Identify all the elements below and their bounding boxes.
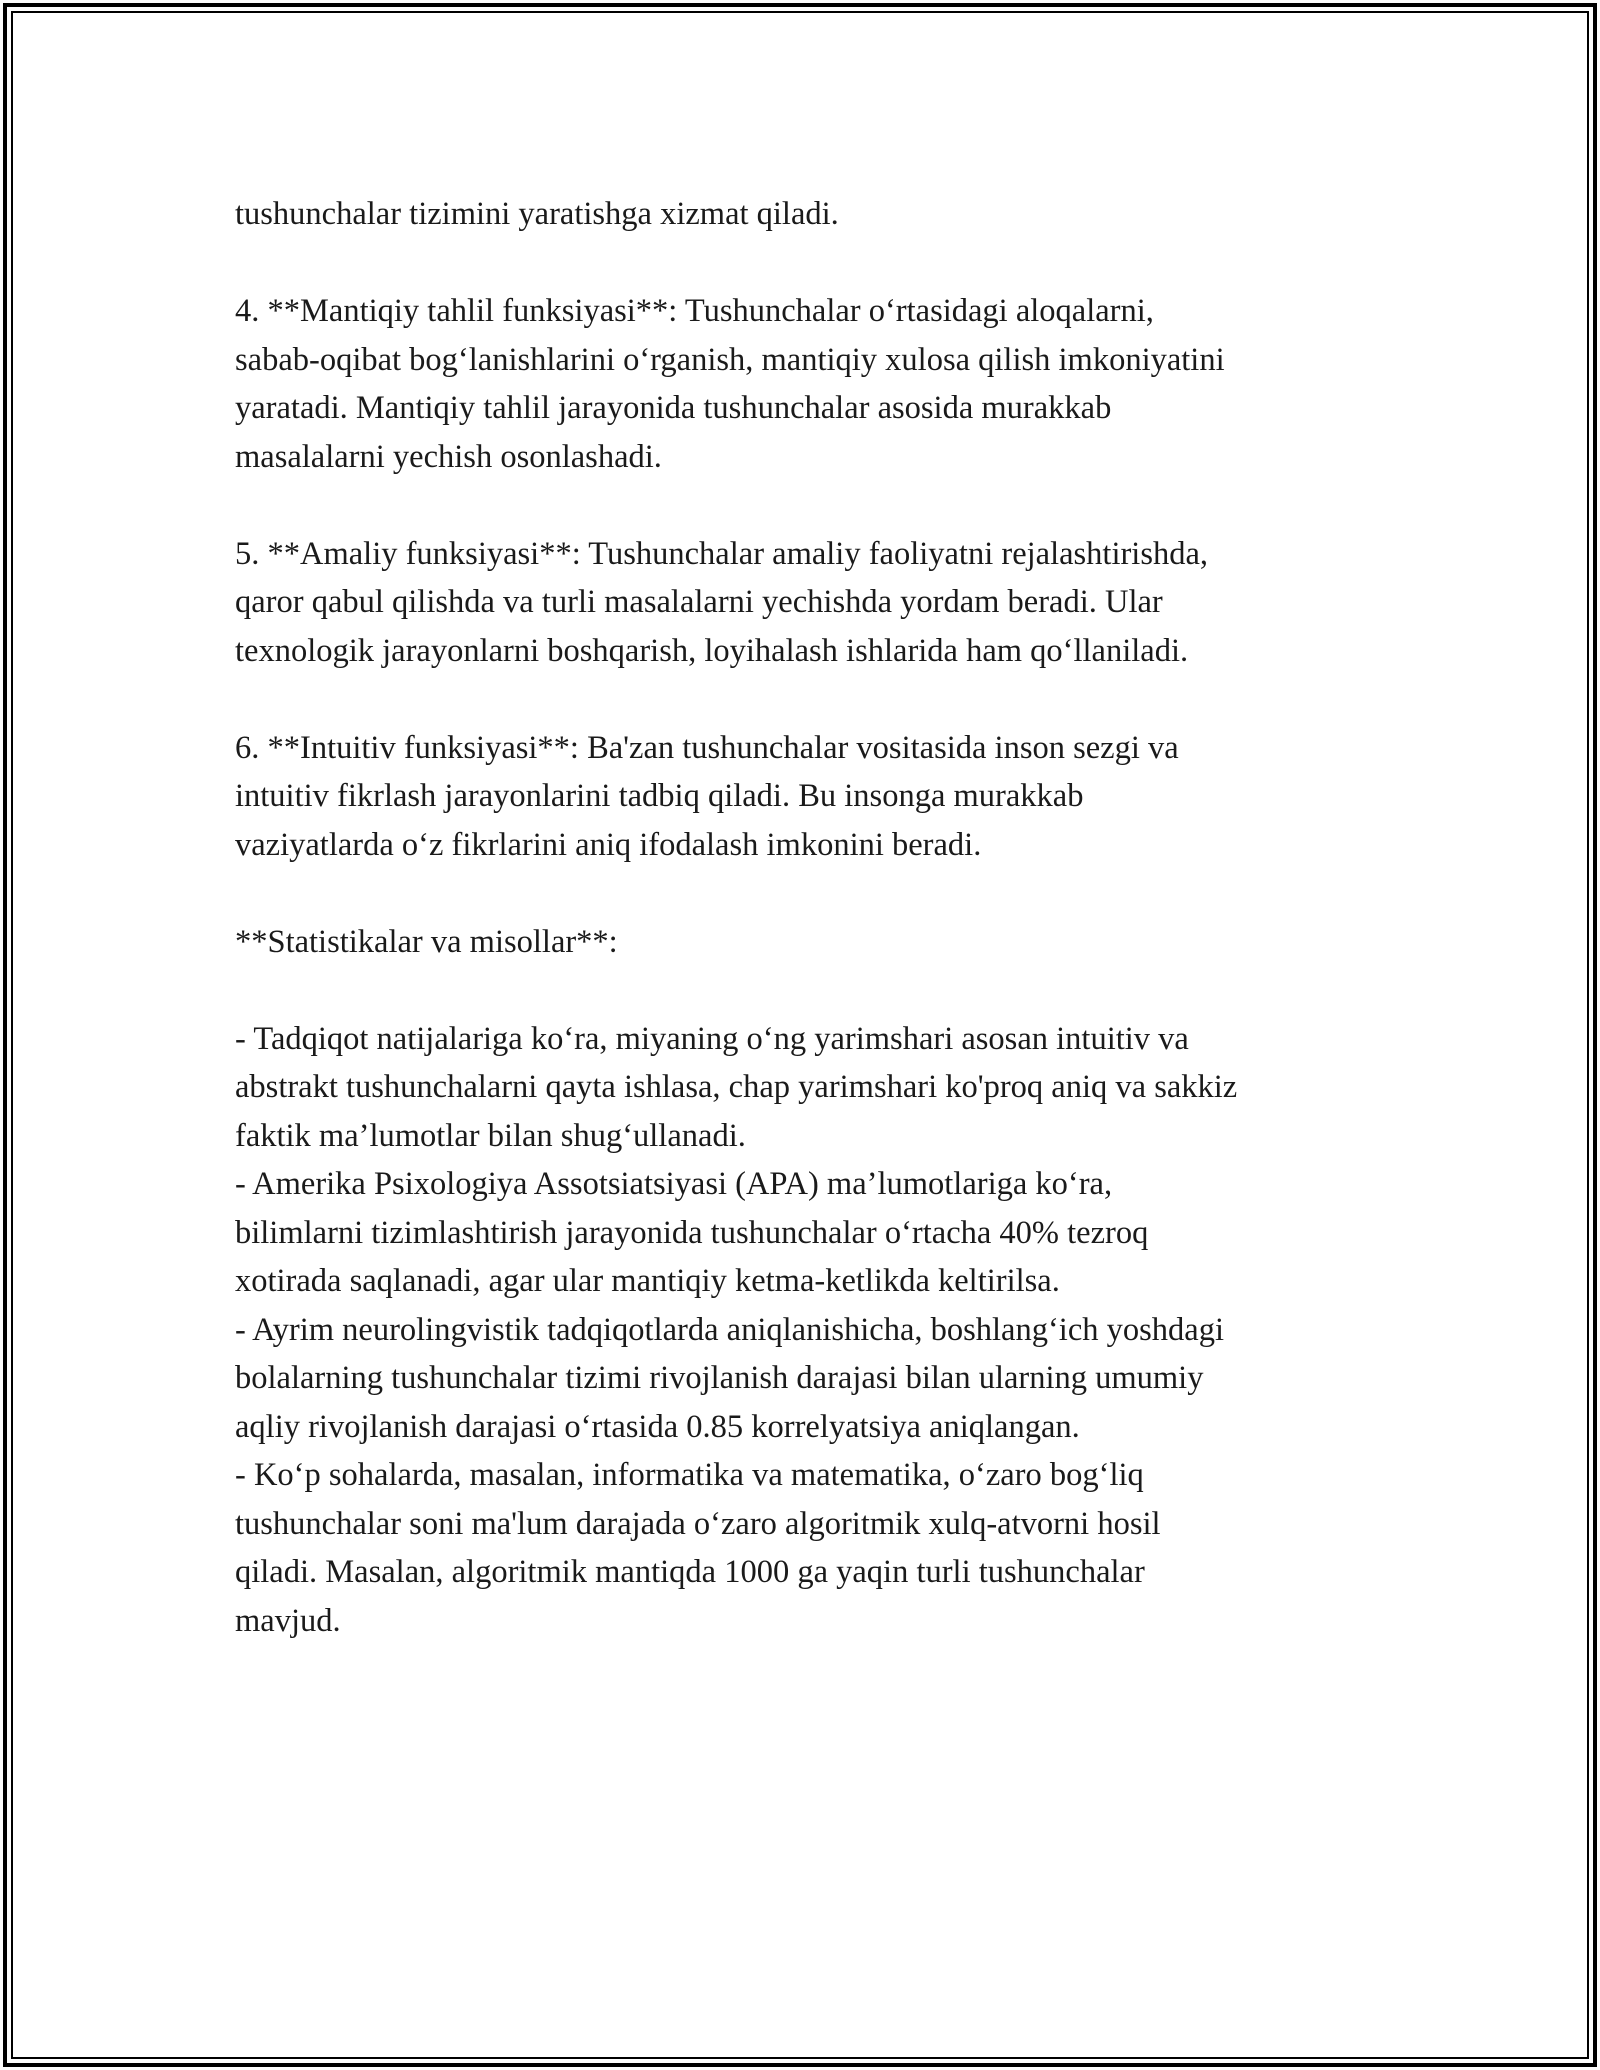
document-body bbox=[235, 190, 1375, 1645]
paragraph-practical-function: 5. **Amaliy funksiyasi**: Tushunchalar amaliy faoliyatni rejalashtirishda, qaror qabul qilishda va turli masalalarni yechishda yordam beradi. Ular texnologik jarayonlarni boshqarish, loyihalash ishlarida ham qo‘llaniladi. bbox=[235, 535, 1209, 669]
paragraph-intro-continuation: tushunchalar tizimini yaratishga xizmat qiladi. bbox=[235, 196, 839, 232]
section-heading-statistics: **Statistikalar va misollar**: bbox=[235, 923, 618, 960]
paragraph-gap bbox=[235, 239, 1375, 288]
paragraph-gap bbox=[235, 481, 1375, 530]
paragraph-intuitive-function: 6. **Intuitiv funksiyasi**: Ba'zan tushunchalar vositasida inson sezgi va intuitiv fikrlash jarayonlarini tadbiq qiladi. Bu insonga murakkab vaziyatlarda o‘z fikrlarini aniq ifodalash imkonini beradi. bbox=[235, 729, 1179, 863]
paragraph-gap bbox=[235, 675, 1375, 724]
paragraph-gap bbox=[235, 869, 1375, 918]
paragraph-logical-analysis: 4. **Mantiqiy tahlil funksiyasi**: Tushunchalar o‘rtasidagi aloqalarni, sabab-oqibat bog‘lanishlarini o‘rganish, mantiqiy xulosa qilish imkoniyatini yaratadi. Mantiqiy tahlil jarayonida tushunchalar asosida murakkab masalalarni yechish osonlashadi. bbox=[235, 293, 1225, 475]
paragraph-gap bbox=[235, 966, 1375, 1015]
statistics-list: - Tadqiqot natijalariga ko‘ra, miyaning o‘ng yarimshari asosan intuitiv va abstrakt tushunchalarni qayta ishlasa, chap yarimshari ko'proq aniq va sakkiz faktik ma’lumotlar bilan shug‘ullanadi. - Amerika Psixologiya Assotsiatsiyasi (APA) ma’lumotlariga ko‘ra, bilimlarni tizimlashtirish jarayonida tushunchalar o‘rtacha 40% tezroq xotirada saqlanadi, agar ular mantiqiy ketma-ketlikda keltirilsa. - Ayrim neurolingvistik tadqiqotlarda aniqlanishicha, boshlang‘ich yoshdagi bolalarning tushunchalar tizimi rivojlanish darajasi bilan ularning umumiy aqliy rivojlanish darajasi o‘rtasida 0.85 korrelyatsiya aniqlangan. - Ko‘p sohalarda, masalan, informatika va matematika, o‘zaro bog‘liq tushunchalar soni ma'lum darajada o‘zaro algoritmik xulq-atvorni hosil qiladi. Masalan, algoritmik mantiqda 1000 ga yaqin turli tushunchalar mavjud. bbox=[235, 1020, 1238, 1639]
